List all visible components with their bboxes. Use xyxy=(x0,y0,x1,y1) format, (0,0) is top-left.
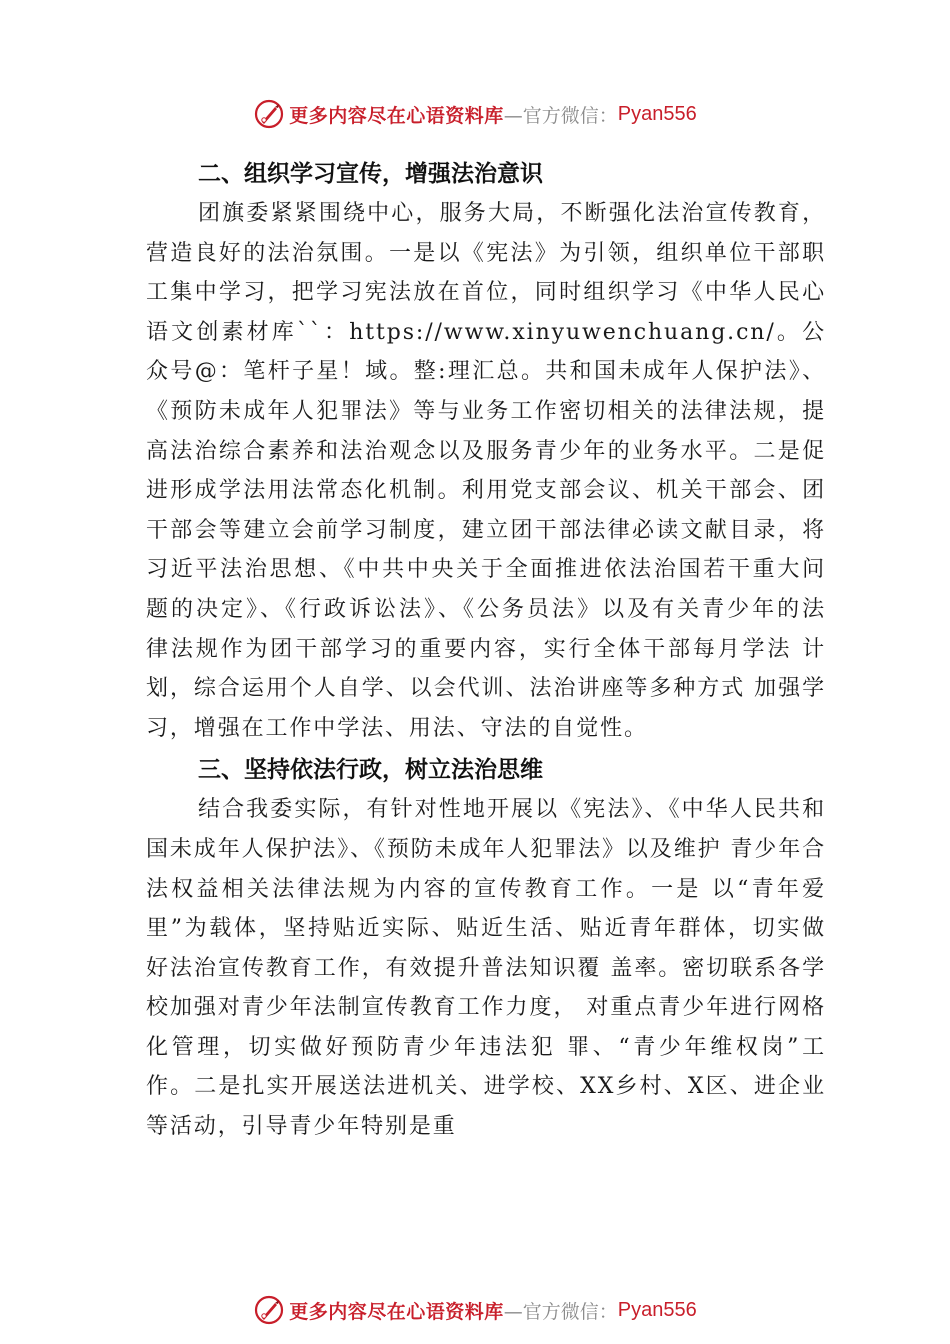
watermark-wechat-label: —官方微信： xyxy=(503,1300,618,1323)
watermark-wechat-label: —官方微信： xyxy=(503,104,618,127)
watermark-brand-text: 更多内容尽在心语资料库 xyxy=(289,1300,504,1323)
section-2-paragraph: 团旗委紧紧围绕中心，服务大局，不断强化法治宣传教育，营造良好的法治氛围。一是以《宪法》为引领，组织单位干部职工集中学习，把学习宪法放在首位，同时组织学习《中华人民心语文创素材库``：https://www.xinyuwenchuang.cn/。公众号@：笔杆子星！域。整:理汇总。共和国未成年人保护法》、《预防未成年人犯罪法》等与业务工作密切相关的法律法规，提高法治综合素养和法治观念以及服务青少年的业务水平。二是促进形成学法用法常态化机制。利用党支部会议、机关干部会、团干部会等建立会前学习制度，建立团干部法律必读文献目录，将习近平法治思想、《中共中央关于全面推进依法治国若干重大问题的决定》、《行政诉讼法》、《公务员法》以及有关青少年的法 律法规作为团干部学习的重要内容，实行全体干部每月学法 计划，综合运用个人自学、以会代训、法治讲座等多种方式 加强学习，增强在工作中学法、用法、守法的自觉性。 xyxy=(146,201,826,741)
document-body xyxy=(146,154,826,1147)
section-3-paragraph: 结合我委实际，有针对性地开展以《宪法》、《中华人民共和国未成年人保护法》、《预防未成年人犯罪法》以及维护 青少年合法权益相关法律法规为内容的宣传教育工作。一是 以“青年爱里”为载体，坚持贴近实际、贴近生活、贴近青年群体，切实做好法治宣传教育工作，有效提升普法知识覆 盖率。密切联系各学校加强对青少年法制宣传教育工作力度， 对重点青少年进行网格化管理，切实做好预防青少年违法犯 罪、“青少年维权岗”工作。二是扎实开展送法进机关、进学校、XX乡村、X区、进企业等活动，引导青少年特别是重 xyxy=(146,797,826,1140)
watermark-account: Pyan556 xyxy=(617,1298,697,1321)
watermark-brand-text: 更多内容尽在心语资料库 xyxy=(289,104,504,127)
section-2-heading: 二、组织学习宣传，增强法治意识 xyxy=(198,161,543,187)
footer-watermark xyxy=(0,1290,950,1330)
header-watermark xyxy=(0,94,950,134)
quill-pen-logo-icon xyxy=(253,1294,285,1326)
quill-pen-logo-icon xyxy=(253,98,285,130)
section-3-heading: 三、坚持依法行政，树立法治思维 xyxy=(198,757,543,784)
watermark-account: Pyan556 xyxy=(617,102,697,125)
